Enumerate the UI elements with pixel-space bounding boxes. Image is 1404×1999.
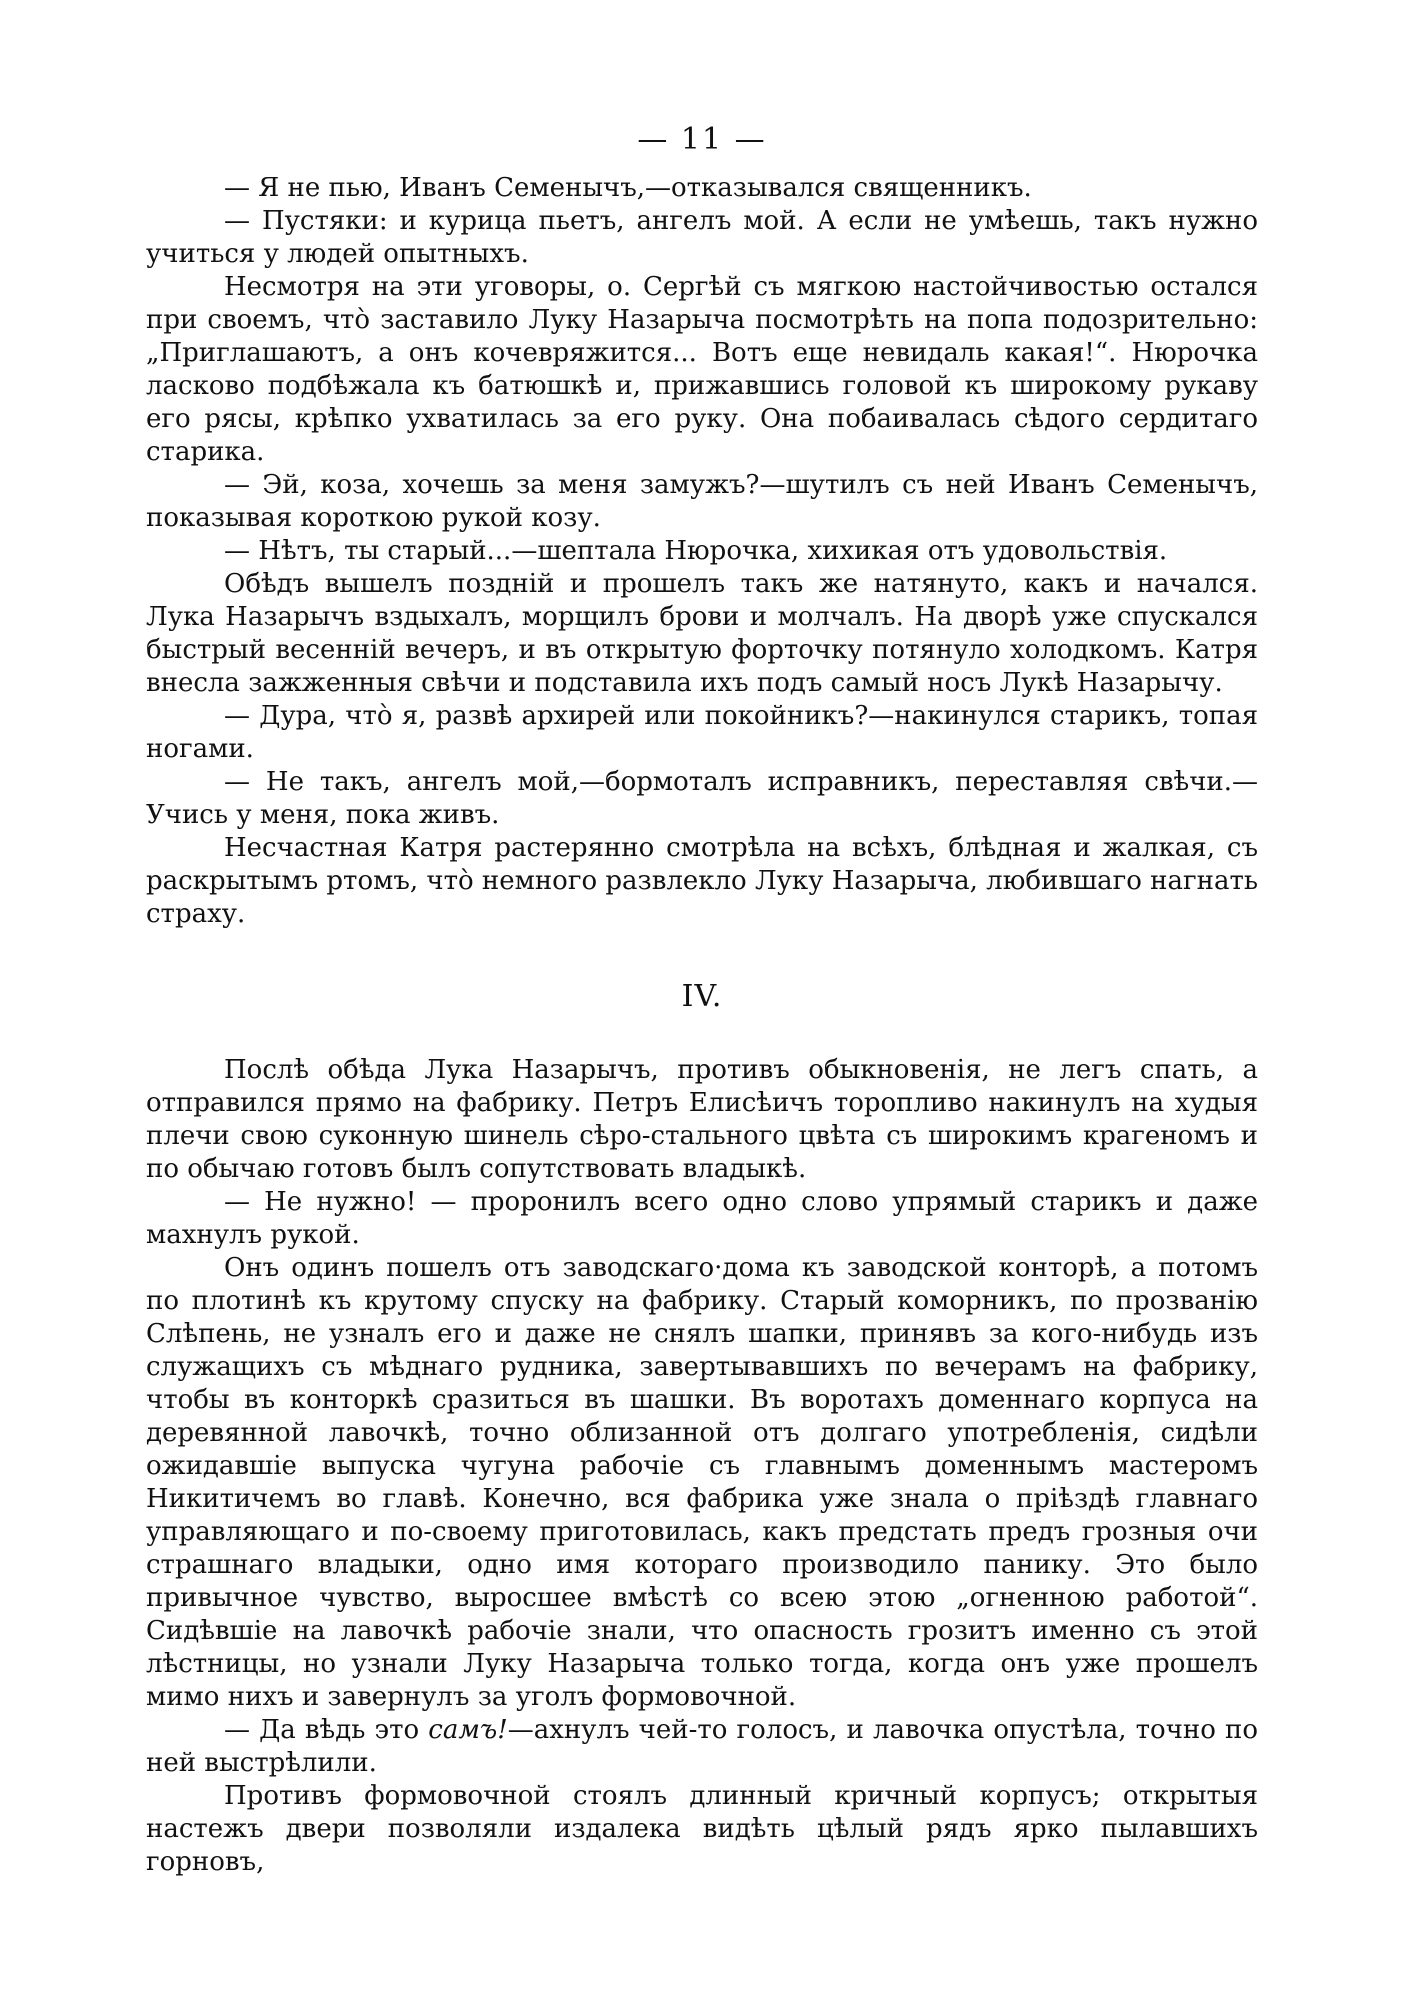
paragraph: Несчастная Катря растерянно смотрѣла на всѣхъ, блѣдная и жалкая, съ раскрытымъ ртомъ, что̀ немного развлекло Луку Назарыча, любившаго нагнать страху. — [146, 833, 1258, 929]
paragraph-exclaim — [146, 1714, 1258, 1780]
text-column — [146, 172, 1258, 1879]
paragraph: Онъ одинъ пошелъ отъ заводскаго·дома къ заводской конторѣ, а потомъ по плотинѣ къ крутому спуску на фабрику. Старый коморникъ, по прозванію Слѣпень, не узналъ его и даже не снялъ шапки, принявъ за кого-нибудь изъ служащихъ съ мѣднаго рудника, завертывавшихъ по вечерамъ на фабрику, чтобы въ конторкѣ сразиться въ шашки. Въ воротахъ доменнаго корпуса на деревянной лавочкѣ, точно облизанной отъ долгаго употребленія, сидѣли ожидавшіе выпуска чугуна рабочіе съ главнымъ доменнымъ мастеромъ Никитичемъ во главѣ. Конечно, вся фабрика уже знала о пріѣздѣ главнаго управляющаго и по-своему приготовилась, какъ предстать предъ грозныя очи страшнаго владыки, одно имя котораго производило панику. Это было привычное чувство, выросшее вмѣстѣ со всею этою „огненною работой“. Сидѣвшіе на лавочкѣ рабочіе знали, что опасность грозитъ именно съ этой лѣстницы, но узнали Луку Назарыча только тогда, когда онъ уже прошелъ мимо нихъ и завернулъ за уголъ формовочной. — [146, 1253, 1258, 1712]
paragraph: — Эй, коза, хочешь за меня замужъ?—шутилъ съ ней Иванъ Семенычъ, показывая короткою рукой козу. — [146, 470, 1258, 533]
page-number: — 11 — — [637, 122, 767, 157]
paragraph: — Не такъ, ангелъ мой,—бормоталъ исправникъ, переставляя свѣчи.— Учись у меня, пока живъ. — [146, 767, 1258, 830]
paragraph: Послѣ обѣда Лука Назарычъ, противъ обыкновенія, не легъ спать, а отправился прямо на фабрику. Петръ Елисѣичъ торопливо накинулъ на худыя плечи свою суконную шинель сѣро-стального цвѣта съ широкимъ крагеномъ и по обычаю готовъ былъ сопутствовать владыкѣ. — [146, 1055, 1258, 1184]
paragraph: — Не нужно! — проронилъ всего одно слово упрямый старикъ и даже махнулъ рукой. — [146, 1187, 1258, 1250]
paragraph: Несмотря на эти уговоры, о. Сергѣй съ мягкою настойчивостью остался при своемъ, что̀ заставило Луку Назарыча посмотрѣть на попа подозрительно: „Приглашаютъ, а онъ кочевряжится... Вотъ еще невидаль какая!“. Нюрочка ласково подбѣжала къ батюшкѣ и, прижавшись головой къ широкому рукаву его рясы, крѣпко ухватилась за его руку. Она побаивалась сѣдого сердитаго старика. — [146, 272, 1258, 467]
exclaim-italic: самъ! — [428, 1715, 508, 1745]
paragraph: Обѣдъ вышелъ поздній и прошелъ такъ же натянуто, какъ и начался. Лука Назарычъ вздыхалъ, морщилъ брови и молчалъ. На дворѣ уже спускался быстрый весенній вечеръ, и въ открытую форточку потянуло холодкомъ. Катря внесла зажженныя свѣчи и подставила ихъ подъ самый носъ Лукѣ Назарычу. — [146, 569, 1258, 698]
section-heading: IV. — [681, 979, 723, 1014]
paragraph-last: Противъ формовочной стоялъ длинный кричный корпусъ; открытыя настежъ двери позволяли издалека видѣть цѣлый рядъ ярко пылавшихъ горновъ, — [146, 1781, 1258, 1877]
exclaim-before: — Да вѣдь это — [224, 1715, 429, 1745]
paragraph: — Нѣтъ, ты старый...—шептала Нюрочка, хихикая отъ удовольствія. — [224, 536, 1168, 566]
paragraph: — Дура, что̀ я, развѣ архирей или покойникъ?—накинулся старикъ, топая ногами. — [146, 701, 1258, 764]
paragraph: — Я не пью, Иванъ Семенычъ,—отказывался священникъ. — [224, 173, 1032, 203]
paragraph: — Пустяки: и курица пьетъ, ангелъ мой. А если не умѣешь, такъ нужно учиться у людей опытныхъ. — [146, 206, 1258, 269]
exclaim-after: —ахнулъ чей-то голосъ, и лавочка опустѣла, точно по ней выстрѣлили. — [146, 1715, 1259, 1778]
